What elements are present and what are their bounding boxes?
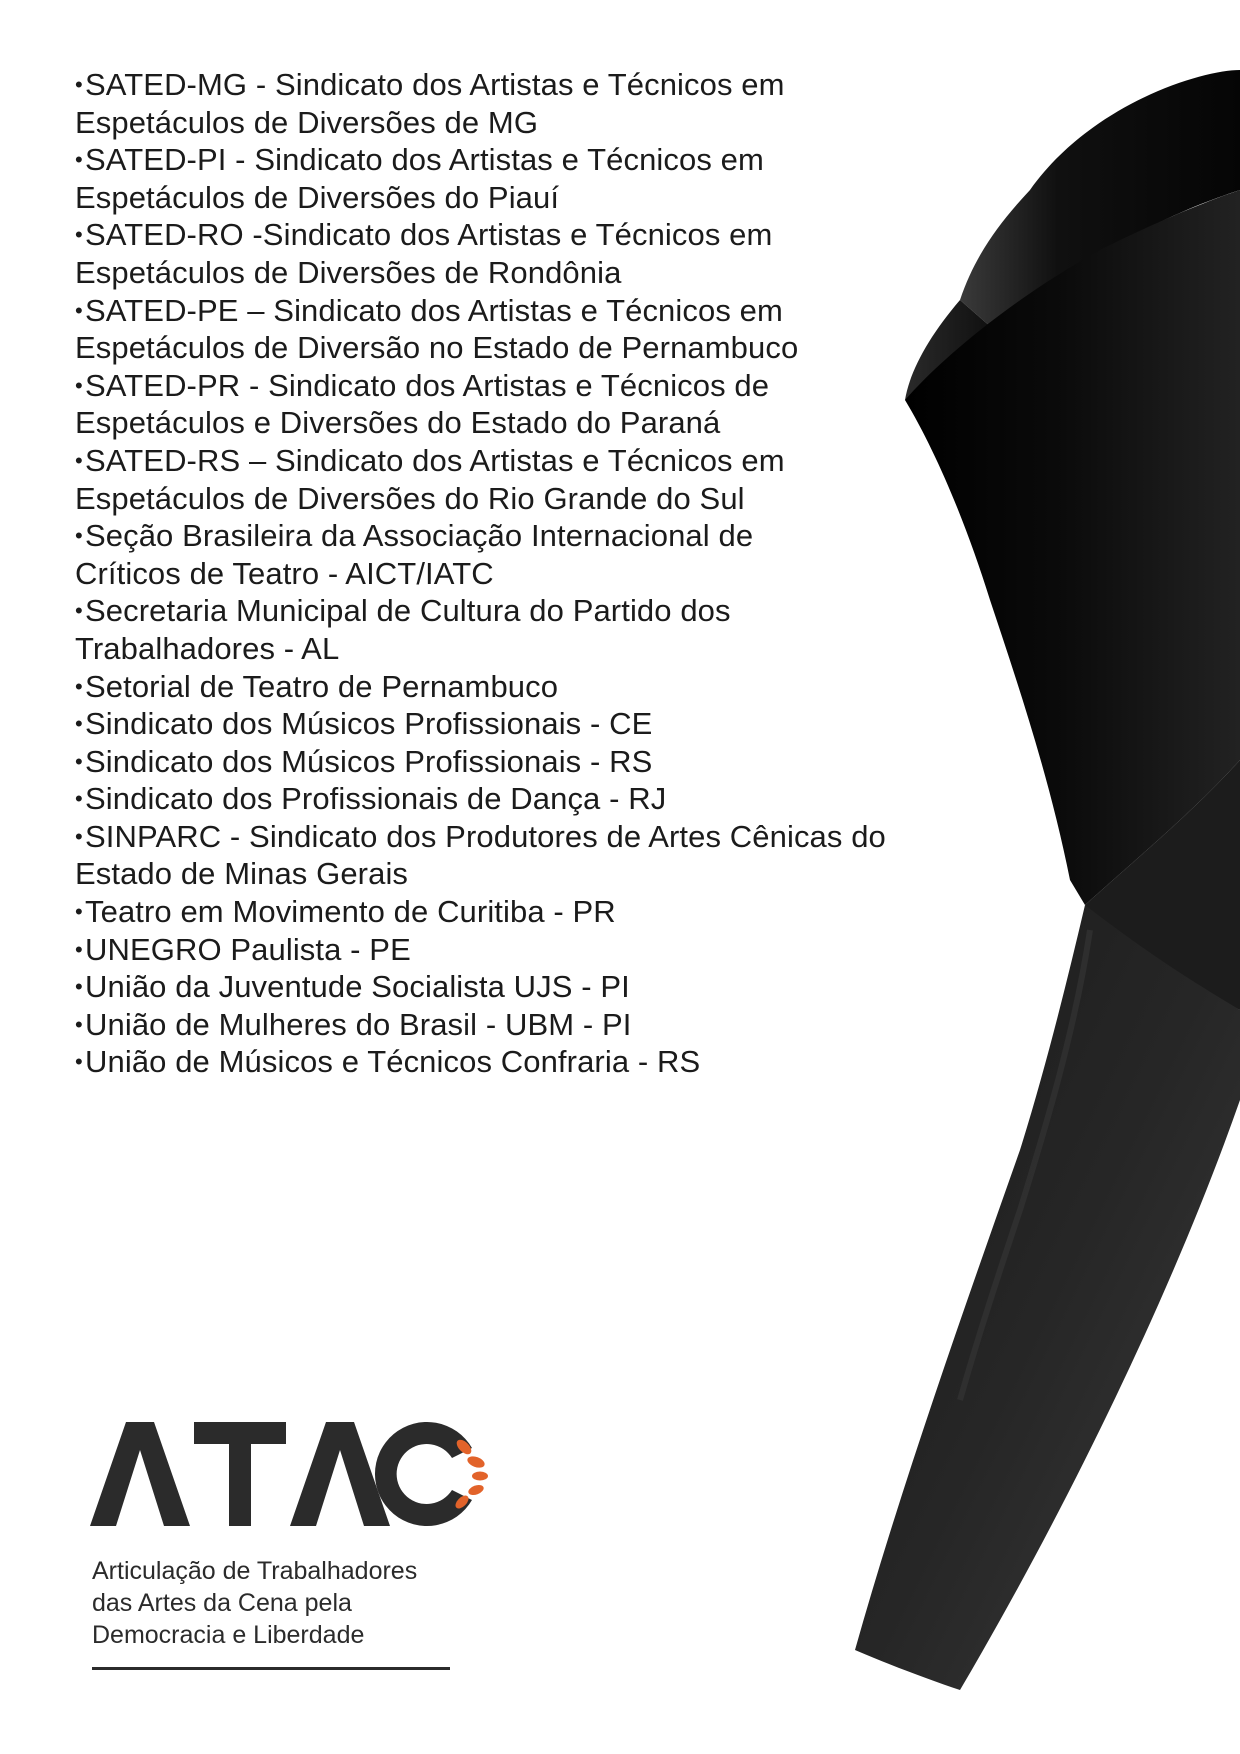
list-item-line xyxy=(75,254,1035,292)
bullet-icon: • xyxy=(75,1011,83,1037)
list-item-text: SATED-RS – Sindicato dos Artistas e Técnicos em xyxy=(85,442,785,478)
list-item-text: SATED-PR - Sindicato dos Artistas e Técnicos de xyxy=(85,367,770,403)
list-item-line xyxy=(75,1006,1035,1044)
list-item-text: Teatro em Movimento de Curitiba - PR xyxy=(85,894,616,930)
signatories-list xyxy=(75,66,1035,1081)
list-item xyxy=(75,818,1035,893)
list-item-line xyxy=(75,367,1035,405)
bullet-icon: • xyxy=(75,72,83,97)
list-item-text: UNEGRO Paulista - PE xyxy=(85,931,411,967)
list-item xyxy=(75,367,1035,442)
list-item-text: União de Mulheres do Brasil - UBM - PI xyxy=(85,1006,632,1042)
bullet-icon: • xyxy=(75,372,83,398)
list-item xyxy=(75,893,1035,931)
list-item xyxy=(75,1006,1035,1044)
list-item-text: SATED-MG - Sindicato dos Artistas e Técnicos em xyxy=(85,67,785,102)
list-item-line xyxy=(75,968,1035,1006)
list-item-line xyxy=(75,555,1035,593)
list-item xyxy=(75,292,1035,367)
list-item-text: União de Músicos e Técnicos Confraria - RS xyxy=(85,1044,701,1080)
bullet-icon: • xyxy=(75,786,83,812)
list-item-text: Secretaria Municipal de Cultura do Partido dos xyxy=(85,593,731,629)
bullet-icon: • xyxy=(75,598,83,624)
atac-wordmark-icon xyxy=(90,1414,490,1534)
list-item-line xyxy=(75,292,1035,330)
list-item-text: Trabalhadores - AL xyxy=(75,630,340,666)
list-item-text: Críticos de Teatro - AICT/IATC xyxy=(75,555,494,591)
list-item-text: Setorial de Teatro de Pernambuco xyxy=(85,668,559,704)
list-item xyxy=(75,780,1035,818)
logo-underline xyxy=(92,1667,450,1670)
bullet-icon: • xyxy=(75,1049,83,1075)
list-item-line xyxy=(75,743,1035,781)
list-item xyxy=(75,705,1035,743)
bullet-icon: • xyxy=(75,673,83,699)
list-item xyxy=(75,743,1035,781)
list-item-text: Espetáculos e Diversões do Estado do Paraná xyxy=(75,405,721,441)
bullet-icon: • xyxy=(75,447,83,473)
bullet-icon: • xyxy=(75,297,83,323)
list-item-text: Seção Brasileira da Associação Internacional de xyxy=(85,518,754,554)
list-item-text: SATED-PE – Sindicato dos Artistas e Técnicos em xyxy=(85,292,783,328)
list-item-text: Espetáculos de Diversões do Rio Grande do Sul xyxy=(75,480,745,516)
list-item xyxy=(75,66,1035,141)
list-item-line xyxy=(75,480,1035,518)
list-item-text: SATED-RO -Sindicato dos Artistas e Técnicos em xyxy=(85,217,773,253)
list-item-line xyxy=(75,1043,1035,1081)
list-item-line xyxy=(75,818,1035,856)
list-item xyxy=(75,141,1035,216)
list-item xyxy=(75,668,1035,706)
list-item-line xyxy=(75,517,1035,555)
list-item-text: Sindicato dos Profissionais de Dança - RJ xyxy=(85,781,667,817)
list-item-line xyxy=(75,855,1035,893)
list-item xyxy=(75,931,1035,969)
list-item-line xyxy=(75,329,1035,367)
list-item xyxy=(75,517,1035,592)
atac-subtitle-line: das Artes da Cena pela xyxy=(92,1589,352,1617)
list-item-line xyxy=(75,705,1035,743)
bullet-icon: • xyxy=(75,711,83,737)
bullet-icon: • xyxy=(75,147,83,173)
list-item-line xyxy=(75,179,1035,217)
list-item-text: União da Juventude Socialista UJS - PI xyxy=(85,969,630,1005)
list-item-line xyxy=(75,668,1035,706)
list-item-text: Sindicato dos Músicos Profissionais - CE xyxy=(85,706,653,742)
list-item-text: Espetáculos de Diversões de Rondônia xyxy=(75,254,622,290)
list-item xyxy=(75,592,1035,667)
list-item xyxy=(75,968,1035,1006)
bullet-icon: • xyxy=(75,222,83,248)
bullet-icon: • xyxy=(75,936,83,962)
bullet-icon: • xyxy=(75,899,83,925)
list-item-line xyxy=(75,592,1035,630)
list-item-text: Estado de Minas Gerais xyxy=(75,856,409,892)
list-item-text: Espetáculos de Diversão no Estado de Pernambuco xyxy=(75,330,799,366)
atac-subtitle-line: Articulação de Trabalhadores xyxy=(92,1557,418,1585)
list-item-text: Espetáculos de Diversões de MG xyxy=(75,104,539,140)
list-item-line xyxy=(75,780,1035,818)
list-item-text: Espetáculos de Diversões do Piauí xyxy=(75,179,560,215)
list-item-text: Sindicato dos Músicos Profissionais - RS xyxy=(85,743,653,779)
list-item xyxy=(75,216,1035,291)
list-item-line xyxy=(75,893,1035,931)
atac-subtitle-line: Democracia e Liberdade xyxy=(92,1621,365,1649)
list-item xyxy=(75,1043,1035,1081)
bullet-icon: • xyxy=(75,748,83,774)
atac-logo xyxy=(90,1414,490,1534)
list-item-line xyxy=(75,442,1035,480)
list-item-line xyxy=(75,66,1035,104)
bullet-icon: • xyxy=(75,974,83,1000)
bullet-icon: • xyxy=(75,823,83,849)
list-item-line xyxy=(75,931,1035,969)
bullet-icon: • xyxy=(75,523,83,549)
list-item-line xyxy=(75,216,1035,254)
list-item-text: SINPARC - Sindicato dos Produtores de Artes Cênicas do xyxy=(85,818,886,854)
list-item-text: SATED-PI - Sindicato dos Artistas e Técnicos em xyxy=(85,142,764,178)
list-item-line xyxy=(75,141,1035,179)
list-item-line xyxy=(75,404,1035,442)
atac-subtitle xyxy=(92,1555,417,1651)
list-item-line xyxy=(75,104,1035,142)
list-item xyxy=(75,442,1035,517)
list-item-line xyxy=(75,630,1035,668)
